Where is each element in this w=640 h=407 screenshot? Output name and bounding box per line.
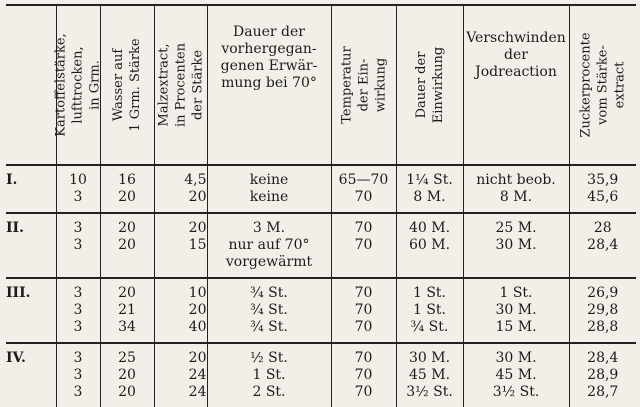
- cell-dauer: [396, 165, 463, 213]
- table-cell: 3: [73, 220, 83, 236]
- cell-wasser: [100, 343, 154, 407]
- table-cell: [397, 254, 463, 271]
- table-cell: 60 M.: [408, 237, 451, 253]
- cell-starke: [56, 343, 100, 407]
- table-cell: 20: [118, 189, 136, 205]
- table-cell: 3: [73, 302, 83, 318]
- table-cell: [155, 254, 207, 271]
- table-cell: 3½ St.: [492, 384, 540, 400]
- table-cell: 3: [73, 237, 83, 253]
- table-cell: 70: [354, 350, 373, 366]
- table-cell: 15: [188, 237, 207, 253]
- header-temperatur: Temperatur der Ein- wirkung: [331, 5, 396, 165]
- table-cell: 28: [593, 220, 612, 236]
- table-cell: 30 M.: [495, 350, 537, 366]
- table-cell: 20: [118, 220, 136, 236]
- group-label: IV.: [6, 343, 56, 407]
- header-jodreaction: Verschwinden der Jodreaction: [463, 5, 569, 165]
- table-cell: vorgewärmt: [225, 254, 313, 270]
- table-cell: [57, 254, 100, 271]
- table-cell: 70: [354, 237, 373, 253]
- cell-dauer-vorher: [207, 278, 331, 343]
- table-cell: 70: [354, 285, 373, 301]
- table-cell: ¾ St.: [250, 302, 288, 318]
- table-cell: 45 M.: [408, 367, 451, 383]
- group-label: III.: [6, 278, 56, 343]
- table-cell: ¾ St.: [410, 319, 449, 335]
- table-cell: 28,4: [587, 350, 619, 366]
- cell-zucker: [569, 278, 636, 343]
- header-wasser: Wasser auf 1 Grm. Stärke: [100, 5, 154, 165]
- table-cell: 4,5: [184, 172, 207, 188]
- cell-zucker: [569, 165, 636, 213]
- table-cell: 1¼ St.: [406, 172, 453, 188]
- table-cell: 3: [73, 350, 83, 366]
- table-cell: 3: [73, 384, 83, 400]
- header-dauer-einwirkung: Dauer der Einwirkung: [396, 5, 463, 165]
- table-cell: 1 St.: [412, 302, 447, 318]
- cell-starke: [56, 278, 100, 343]
- header-starke: Kartoffelstärke, lufttrocken, in Grm.: [56, 5, 100, 165]
- table-cell: ¾ St.: [250, 319, 288, 335]
- cell-malz: [154, 213, 207, 278]
- cell-wasser: [100, 165, 154, 213]
- table-cell: 40: [188, 319, 207, 335]
- cell-dauer: [396, 213, 463, 278]
- table-cell: 10: [69, 172, 87, 188]
- header-zuckerprocente: Zuckerprocente vom Stärke- extract: [569, 5, 636, 165]
- table-cell: keine: [249, 189, 289, 205]
- table-cell: 28,9: [587, 367, 619, 383]
- table-cell: 3 M.: [252, 220, 286, 236]
- table-cell: [332, 254, 396, 271]
- cell-wasser: [100, 213, 154, 278]
- cell-dauer: [396, 278, 463, 343]
- table-cell: 15 M.: [495, 319, 537, 335]
- table-cell: 70: [354, 302, 373, 318]
- cell-starke: [56, 165, 100, 213]
- table-cell: 28,7: [587, 384, 619, 400]
- table-cell: keine: [249, 172, 289, 188]
- table-cell: [101, 254, 154, 271]
- table-cell: ½ St.: [250, 350, 288, 366]
- table-cell: 1 St.: [412, 285, 447, 301]
- table-cell: 45,6: [587, 189, 619, 205]
- data-table: [6, 4, 636, 407]
- cell-dauer-vorher: [207, 213, 331, 278]
- cell-dauer: [396, 343, 463, 407]
- table-row: [6, 343, 636, 407]
- table-cell: 70: [354, 220, 373, 236]
- cell-jod: [463, 343, 569, 407]
- table-cell: nicht beob.: [476, 172, 556, 188]
- table-cell: 25 M.: [495, 220, 537, 236]
- table-cell: 35,9: [587, 172, 619, 188]
- table-cell: 28,4: [587, 237, 619, 253]
- table-cell: 20: [118, 384, 136, 400]
- table-cell: 16: [118, 172, 136, 188]
- table-cell: 28,8: [587, 319, 619, 335]
- table-cell: 20: [118, 285, 136, 301]
- header-label-blank: [6, 5, 56, 165]
- table-cell: 24: [188, 367, 207, 383]
- cell-zucker: [569, 213, 636, 278]
- table-cell: nur auf 70°: [228, 237, 310, 253]
- cell-wasser: [100, 278, 154, 343]
- table-cell: 20: [188, 220, 207, 236]
- table-cell: 3: [73, 319, 83, 335]
- cell-starke: [56, 213, 100, 278]
- table-body: [6, 165, 636, 407]
- table-row: [6, 213, 636, 278]
- table-cell: 26,9: [587, 285, 619, 301]
- table-cell: 45 M.: [495, 367, 537, 383]
- table-cell: 40 M.: [408, 220, 451, 236]
- table-cell: 20: [188, 189, 207, 205]
- header-malzextract: Malzextract, in Procenten der Stärke: [154, 5, 207, 165]
- table-cell: 70: [354, 367, 373, 383]
- table-cell: 25: [118, 350, 136, 366]
- cell-malz: [154, 165, 207, 213]
- cell-jod: [463, 213, 569, 278]
- table-cell: 70: [354, 319, 373, 335]
- table-cell: 70: [354, 384, 373, 400]
- group-label: II.: [6, 213, 56, 278]
- table-cell: 24: [188, 384, 207, 400]
- cell-jod: [463, 165, 569, 213]
- header-dauer-vorher: Dauer der vorhergegan- genen Erwär- mung bei 70°: [207, 5, 331, 165]
- table-cell: 20: [188, 302, 207, 318]
- table-cell: 20: [118, 367, 136, 383]
- cell-zucker: [569, 343, 636, 407]
- table-cell: 70: [354, 189, 373, 205]
- table-cell: 65—70: [338, 172, 389, 188]
- table-row: [6, 278, 636, 343]
- cell-dauer-vorher: [207, 165, 331, 213]
- table-cell: 8 M.: [413, 189, 446, 205]
- table-cell: 3: [73, 189, 83, 205]
- group-label: I.: [6, 165, 56, 213]
- table-cell: 30 M.: [495, 237, 537, 253]
- table-cell: [570, 254, 637, 271]
- table-row: [6, 165, 636, 213]
- table-cell: 3: [73, 285, 83, 301]
- table-cell: 34: [118, 319, 136, 335]
- table-cell: 3: [73, 367, 83, 383]
- table-cell: 1 St.: [499, 285, 533, 301]
- cell-malz: [154, 278, 207, 343]
- cell-dauer-vorher: [207, 343, 331, 407]
- table-cell: 1 St.: [252, 367, 286, 383]
- cell-temperatur: [331, 278, 396, 343]
- table-cell: 20: [188, 350, 207, 366]
- table-cell: 2 St.: [252, 384, 286, 400]
- table-cell: 20: [118, 237, 136, 253]
- table-cell: 30 M.: [408, 350, 451, 366]
- table-cell: 8 M.: [499, 189, 533, 205]
- table-cell: ¾ St.: [250, 285, 288, 301]
- table-cell: 29,8: [587, 302, 619, 318]
- cell-malz: [154, 343, 207, 407]
- cell-jod: [463, 278, 569, 343]
- table-cell: [464, 254, 569, 271]
- table-cell: 21: [118, 302, 136, 318]
- table-cell: 30 M.: [495, 302, 537, 318]
- table-cell: 3½ St.: [406, 384, 453, 400]
- cell-temperatur: [331, 165, 396, 213]
- header-row: [6, 5, 636, 165]
- cell-temperatur: [331, 343, 396, 407]
- cell-temperatur: [331, 213, 396, 278]
- table-cell: 10: [188, 285, 207, 301]
